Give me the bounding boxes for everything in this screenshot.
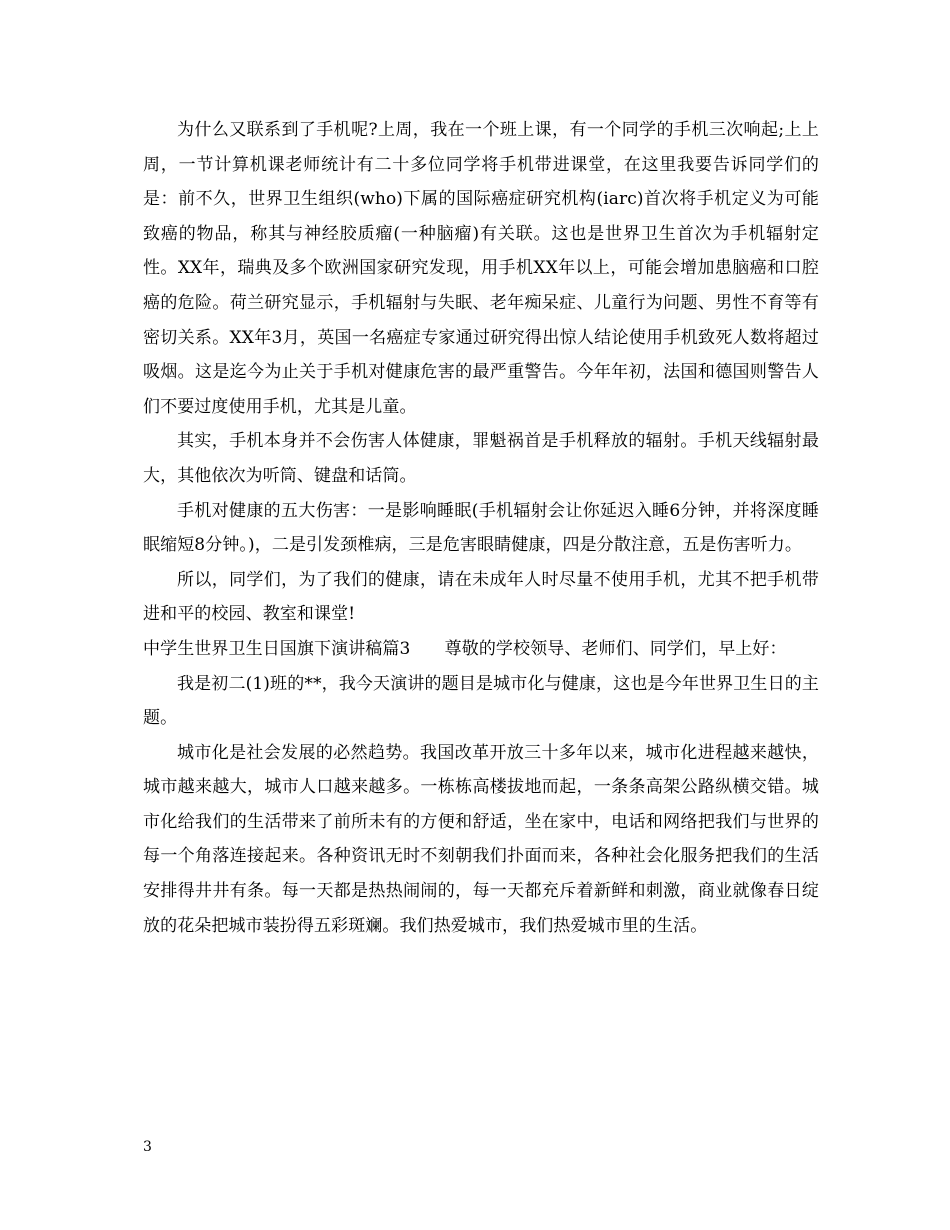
document-body (143, 113, 819, 943)
page-number: 3 (143, 1139, 152, 1155)
paragraph-urbanization: 城市化是社会发展的必然趋势。我国改革开放三十多年以来，城市化进程越来越快，城市越来越大，城市人口越来越多。一栋栋高楼拔地而起，一条条高架公路纵横交错。城市化给我们的生活带来了前所未有的方便和舒适，坐在家中，电话和网络把我们与世界的每一个角落连接起来。各种资讯无时不刻朝我们扑面而来，各种社会化服务把我们的生活安排得井井有条。每一天都是热热闹闹的，每一天都充斥着新鲜和刺激，商业就像春日绽放的花朵把城市装扮得五彩斑斓。我们热爱城市，我们热爱城市里的生活。 (143, 742, 819, 936)
paragraph-speaker-intro: 我是初二(1)班的**，我今天演讲的题目是城市化与健康，这也是今年世界卫生日的主题。 (143, 673, 819, 729)
paragraph-phone-radiation-intro: 为什么又联系到了手机呢?上周，我在一个班上课，有一个同学的手机三次响起;上上周，一节计算机课老师统计有二十多位同学将手机带进课堂，在这里我要告诉同学们的是：前不久，世界卫生组织(who)下属的国际癌症研究机构(iarc)首次将手机定义为可能致癌的物品，称其与神经胶质瘤(一种脑瘤)有关联。这也是世界卫生首次为手机辐射定性。XX年，瑞典及多个欧洲国家研究发现，用手机XX年以上，可能会增加患脑癌和口腔癌的危险。荷兰研究显示，手机辐射与失眠、老年痴呆症、儿童行为问题、男性不育等有密切关系。XX年3月，英国一名癌症专家通过研究得出惊人结论使用手机致死人数将超过吸烟。这是迄今为止关于手机对健康危害的最严重警告。今年年初，法国和德国则警告人们不要过度使用手机，尤其是儿童。 (143, 120, 819, 417)
paragraph-speech-3-heading: 中学生世界卫生日国旗下演讲稿篇3 尊敬的学校领导、老师们、同学们，早上好： (143, 638, 787, 659)
paragraph-radiation-source: 其实，手机本身并不会伤害人体健康，罪魁祸首是手机释放的辐射。手机天线辐射最大，其他依次为听筒、键盘和话筒。 (143, 431, 819, 486)
paragraph-five-harms: 手机对健康的五大伤害：一是影响睡眠(手机辐射会让你延迟入睡6分钟，并将深度睡眠缩短8分钟。)，二是引发颈椎病，三是危害眼睛健康，四是分散注意，五是伤害听力。 (143, 500, 819, 556)
paragraph-appeal: 所以，同学们，为了我们的健康，请在未成年人时尽量不使用手机，尤其不把手机带进和平的校园、教室和课堂! (143, 569, 819, 625)
